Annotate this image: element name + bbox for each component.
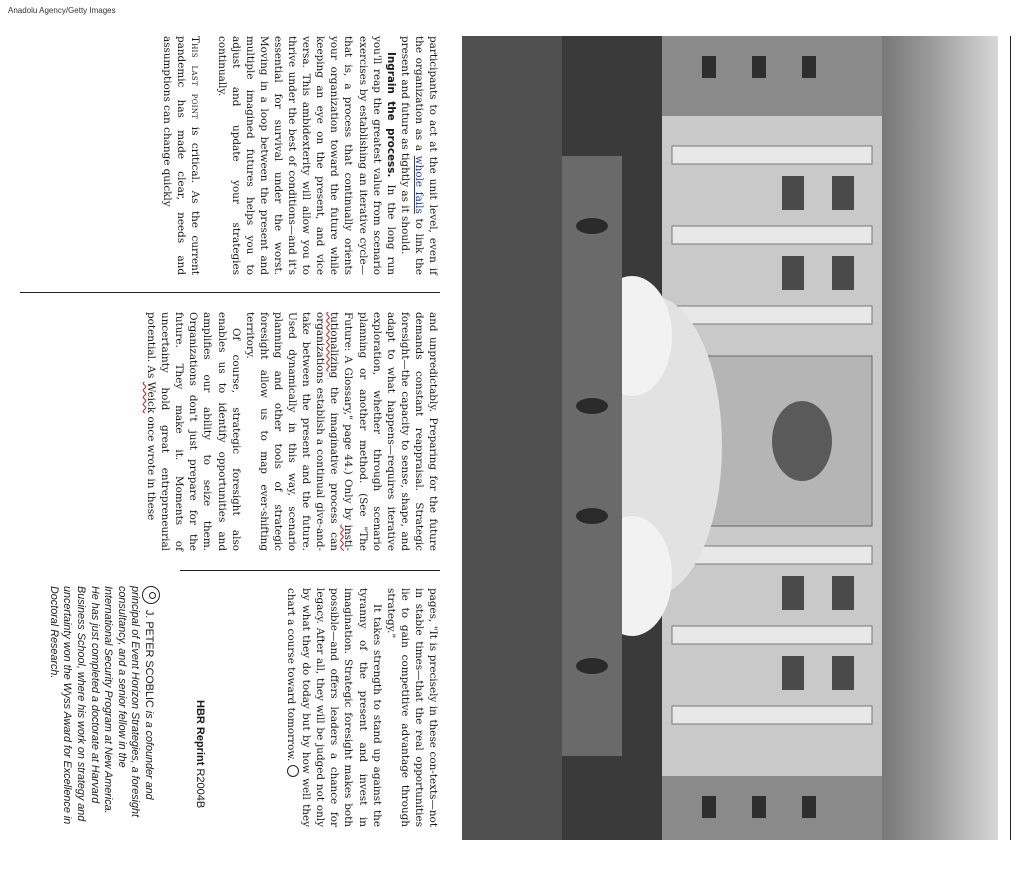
author-icon [142, 586, 160, 604]
author-name: J. PETER SCOBLIC [143, 610, 155, 708]
column-rule-top [20, 292, 440, 293]
paragraph [243, 312, 440, 551]
text-run: In the long run you'll reap the greatest value from scenario exercises by establishing an iterative cycle—that is, a process that continually orients your organization toward the future while keeping an eye on the present, and vice versa. This ambidexterity will allow you to thrive under the best of conditions—and it's essential for survival under the worst. Moving in a loop between the present and multiple imagined futures helps you to adjust and update your strategies continually. [215, 36, 397, 275]
subheading: Ingrain the process. [384, 52, 397, 178]
trevi-fountain-photo [462, 36, 998, 840]
text-run: and unpredictably. Preparing for the future demands constant reappraisal. Strategic foresight—the capacity to sense, shape, and adapt to what happens—requires iterative exploration, whether through scenario planning or another method. (See "The Future: A Glossary," page 44.) Only by [342, 312, 439, 551]
text-run: the imaginative process can organizations establish a continual give-and-take between the present and the future. Used dynamically in this way, scenario planning and other tools of strategic foresight allow us to map ever-shifting territory. [243, 312, 341, 551]
spellcheck-word: insti-tutionalizing [328, 312, 355, 551]
paragraph [398, 36, 440, 275]
spellcheck-word: Weick [145, 381, 158, 414]
reprint-code: R2004B [194, 768, 206, 809]
text-run: once wrote in these [145, 416, 158, 521]
glossary-link[interactable]: whole fails [412, 155, 425, 214]
article-column-3 [284, 588, 440, 827]
text-run: is critical. As the current pandemic has made clear, needs and assumptions can change quickly [161, 36, 202, 275]
reprint-label: HBR Reprint [194, 700, 206, 766]
paragraph [284, 588, 384, 827]
text-run: to link the present and future as tightly as it should. [398, 36, 425, 275]
column-rule-bio [180, 570, 440, 571]
article-column-2 [144, 312, 440, 551]
article-column-1 [160, 36, 440, 275]
text-run: participants to act at the unit level, even if the organization as a [412, 36, 439, 275]
paragraph: pages, "It is precisely in these con-texts—not in stable times—that the real opportunities lie to gain competitive advantage through strategy." [384, 588, 439, 827]
end-mark-icon [287, 765, 299, 777]
paragraph [144, 312, 243, 551]
hbr-reprint [194, 700, 206, 808]
right-rule [1010, 36, 1011, 840]
paragraph [215, 36, 398, 275]
author-bio-text: is a cofounder and principal of Event Horizon Strategies, a foresight consultancy, and a senior fellow in the International Security Program at New America. He has just completed a doctorate at Harvard Business School, where his work on strategy and uncertainty won the Wyss Award for Excellence in Doctoral Research. [47, 586, 155, 825]
author-bio [46, 586, 160, 826]
text-run: Of course, strategic foresight also enables us to identify opportunities and amplifies our ability to seize them. Organizations don't just prepare for the future. They make it. Moments of uncertainty hold great entrepreneurial potential. As [145, 312, 242, 551]
section-lead: This last point [189, 36, 202, 120]
paragraph [160, 36, 202, 275]
photo-credit: Anadolu Agency/Getty Images [8, 6, 116, 15]
text-run: It takes strength to stand up against the tyranny of the present and invest in imagination. Strategic foresight makes both possible—and offers leaders a chance for legacy. After all, they will be judged not only by what they do today but by how well they chart a course toward tomorrow. [285, 588, 383, 827]
